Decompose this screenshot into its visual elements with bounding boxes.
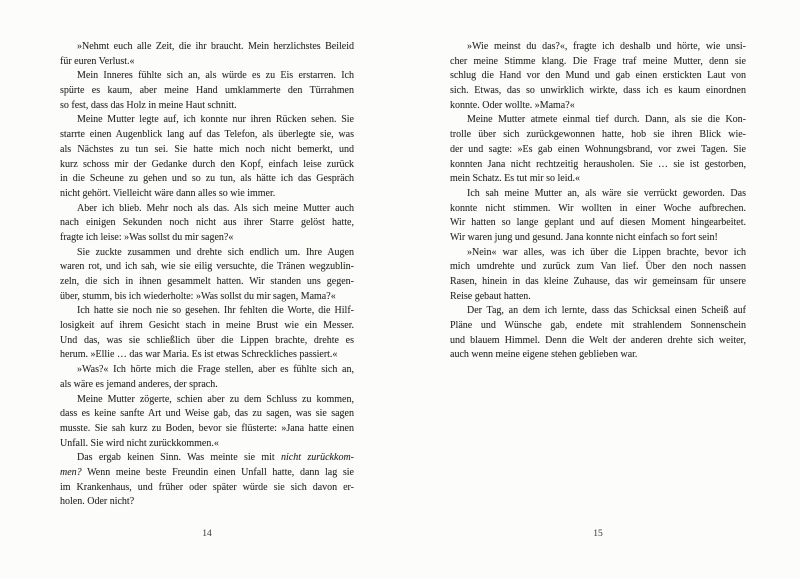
page-left: [60, 40, 354, 570]
text-line: »Was?« Ich hörte mich die Frage stellen, aber es fühlte sich an,: [77, 364, 354, 376]
text-line: Ich hatte sie noch nie so gesehen. Ihr fehlten die Worte, die Hilf-: [77, 305, 354, 317]
text-line: dass es keine sanfte Art und Weise gab, das zu sagen, was sie sagen: [60, 408, 354, 420]
text-line: »Nein« war alles, was ich über die Lippen brachte, bevor ich: [467, 246, 746, 258]
text-line: Der Tag, an dem ich lernte, dass das Schicksal einen Scheiß auf: [467, 305, 746, 317]
text-line: sich. Etwas, das so unwirklich wirkte, dass ich es kaum einordnen: [450, 85, 746, 97]
text-line: »Wie meinst du das?«, fragte ich deshalb und hörte, wie unsi-: [467, 41, 746, 52]
text-line: fragte ich leise: »Was sollst du mir sagen?«: [60, 231, 234, 243]
text-line: und blauem Himmel. Denn die Welt der anderen drehte sich weiter,: [450, 334, 746, 346]
page-text-block: [60, 40, 354, 510]
text-line: der und sagte: »Es gab einen Wohnungsbrand, vor zwei Tagen. Sie: [450, 143, 746, 155]
text-line: schlug die Hand vor den Mund und gab einen erstickten Laut von: [450, 70, 746, 82]
text-line: Aber ich blieb. Mehr noch als das. Als sich meine Mutter auch: [77, 202, 354, 214]
text-line: als Nächstes zu tun sei. Sie hatte mich noch nicht bemerkt, und: [60, 143, 354, 155]
text-line: starrte einen Augenblick lang auf das Telefon, als überlegte sie, was: [60, 129, 354, 141]
text-line: in die Scheune zu gehen und so zu tun, als hätte ich das Gespräch: [60, 173, 354, 185]
text-line: Reise gebaut hatten.: [450, 290, 531, 302]
text-line: konnte. Oder wollte. »Mama?«: [450, 99, 575, 111]
text-line: konnte nicht stimmen. Wir wollten in einer Woche aufbrechen.: [450, 202, 746, 214]
text-line: holen. Oder nicht?: [60, 496, 135, 508]
text-line: Mein Inneres fühlte sich an, als würde es zu Eis erstarren. Ich: [77, 70, 354, 82]
text-line: musste. Sie sah kurz zu Boden, bevor sie flüsterte: »Jana hatte einen: [60, 422, 354, 434]
text-line: cher meine Stimme klang. Die Frage traf meine Mutter, denn sie: [450, 55, 746, 67]
text-line: mich umdrehte und zurück zum Van lief. Über den noch nassen: [450, 261, 746, 273]
text-line: so fest, dass das Holz in meine Haut schnitt.: [60, 99, 237, 111]
text-line: auch wenn meine eigene stehen geblieben war.: [450, 349, 638, 361]
text-line: Rasen, hinein in das kleine Zuhause, das wir gemeinsam für unsere: [450, 276, 746, 287]
text-line: herum. »Ellie … das war Maria. Es ist etwas Schreckliches passiert.«: [60, 349, 338, 361]
text-line: »Nehmt euch alle Zeit, die ihr braucht. Mein herzlichstes Beileid: [77, 41, 354, 52]
text-line: Wir hatten so lange geplant und auf diesen Moment hingearbeitet.: [450, 217, 746, 229]
text-line: spürte es kaum, aber meine Hand umklammerte den Türrahmen: [60, 85, 354, 97]
text-line: im Krankenhaus, und früher oder später würde sie sich davon er-: [60, 481, 354, 493]
text-line: men? Wenn meine beste Freundin einen Unfall hatte, dann lag sie: [60, 466, 354, 478]
text-line: Ich sah meine Mutter an, als wäre sie verrückt geworden. Das: [467, 187, 746, 199]
text-line: Unfall. Sie wird nicht zurückkommen.«: [60, 437, 219, 449]
page-text-block: [450, 40, 746, 363]
text-line: Sie zuckte zusammen und drehte sich endlich um. Ihre Augen: [77, 246, 354, 258]
text-line: trolle über sich zurückgewonnen hatte, hob sie ihren Blick wie-: [450, 129, 746, 141]
text-line: nicht gehört. Vielleicht wäre dann alles so wie immer.: [60, 187, 276, 199]
text-line: zeln, die sich in ihnen gesammelt hatten. Wir standen uns gegen-: [60, 276, 354, 287]
text-line: über, stumm, bis ich wiederholte: »Was sollst du mir sagen, Mama?«: [60, 290, 336, 302]
text-line: Meine Mutter zögerte, schien aber zu dem Schluss zu kommen,: [77, 393, 354, 405]
text-line: als wäre es jemand anderes, der sprach.: [60, 378, 218, 390]
text-line: nach einigen Sekunden noch nicht aus ihrer Starre gelöst hatte,: [60, 217, 354, 229]
text-line: losigkeit auf ihrem Gesicht stach in meine Brust wie ein Messer.: [60, 320, 354, 332]
text-line: waren rot, und ich sah, wie sie eilig versuchte, die Tränen wegzublin-: [60, 261, 354, 273]
text-line: mein Schatz. Es tut mir so leid.«: [450, 173, 580, 185]
text-line: Und das, was sie schließlich über die Lippen brachte, drehte es: [60, 334, 354, 346]
text-line: Meine Mutter atmete einmal tief durch. Dann, als sie die Kon-: [467, 114, 746, 126]
text-line: Meine Mutter legte auf, ich konnte nur ihren Rücken sehen. Sie: [77, 114, 354, 126]
text-line: Das ergab keinen Sinn. Was meinte sie mit nicht zurückkom-: [77, 452, 354, 464]
text-line: Pläne und Wünsche gab, endete mit strahlendem Sonnenschein: [450, 320, 746, 332]
text-line: konnten Jana nicht rechtzeitig herausholen. Sie … sie ist gestorben,: [450, 158, 746, 170]
page-right: [450, 40, 746, 570]
text-line: Wir waren jung und gesund. Jana konnte nicht einfach so fort sein!: [450, 231, 718, 243]
text-line: für euren Verlust.«: [60, 55, 135, 67]
page-number: 14: [202, 529, 212, 539]
text-line: kurz schoss mir der Gedanke durch den Kopf, einfach leise zurück: [60, 158, 354, 170]
page-number: 15: [593, 529, 603, 539]
